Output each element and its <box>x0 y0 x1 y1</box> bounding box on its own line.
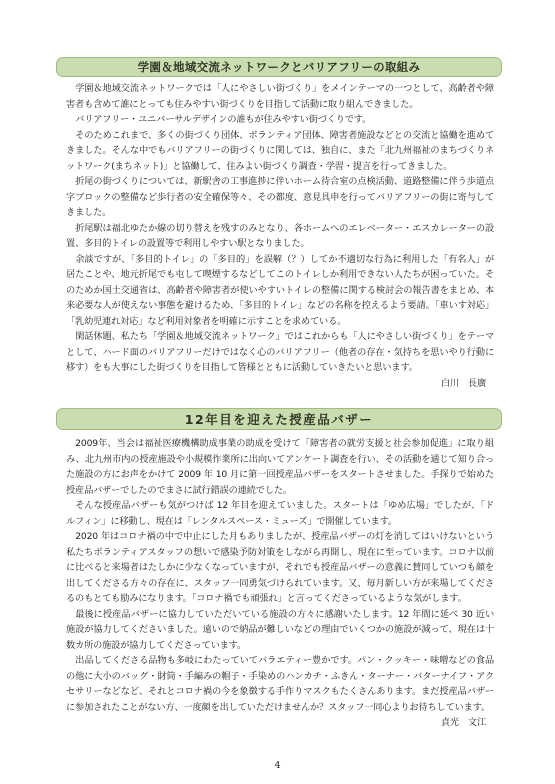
author-signature: 貞光 文江 <box>440 717 486 728</box>
section-title-bazaar: 12年目を迎えた授産品バザー <box>56 408 502 430</box>
paragraph: 学園＆地域交流ネットワークでは「人にやさしい街づくり」をメインテーマの一つとして、高齢者や障害者も含めて誰にとっても住みやすい街づくりを目指して活動に取り組んできました。 <box>66 83 494 110</box>
paragraph: そのためこれまで、多くの街づくり団体、ボランティア団体、障害者施設などとの交流と協働を進めてきました。そんな中でもバリアフリーの街づくりに関しては、独自に、また「北九州福祉のまちづくりネットワーク(まちネット)」と協働して、住みよい街づくり調査・学習・提言を行ってきました。 <box>66 129 494 172</box>
paragraph: 2020 年はコロナ禍の中で中止にした月もありましたが、授産品バザーの灯を消してはいけないという私たちボランティアスタッフの想いで感染予防対策をしながら再開し、現在に至っています。コロナ以前に比べると来場者はたしかに少なくなっていますが、それでも授産品バザーの意義に賛同していつも顔を出してくださる方々の存在に、スタッフ一同勇気づけられています。又、毎月新しい方が来場してくださるのもとても励みになります。「コロナ禍でも頑張れ」と言ってくださっているような気がします。 <box>66 531 494 604</box>
paragraph: 閑話休題、私たち「学園＆地域交流ネットワーク」ではこれからも「人にやさしい街づくり」をテーマとして、ハード面のバリアフリーだけではなく心のバリアフリー（他者の存在・気持ちを思いやり行動に移す）をも大事にした街づくりを目指して皆様とともに活動していきたいと思います。 <box>66 331 494 373</box>
paragraph: 出品してくださる品物も多岐にわたっていてバラエティー豊かです。パン・クッキー・味噌などの食品の他に大小のバッグ・財筒・手編みの帽子・手染めのハンカチ・ふきん・ターナー・バターナイフ・アクセサリーなどなど、それとコロナ禍の今を象徴する手作りマスクもたくさんあります。まだ授産品バザーに参加されたことがない方、一度顔を出していただけませんか？スタッフ一同心よりお待ちしています。 <box>66 655 494 713</box>
paragraph: 折尾駅は福北ゆたか線の切り替えを残すのみとなり、各ホームへのエレベーター・エスカレーターの設置、多目的トイレの設置等で利用しやすい駅となりました。 <box>66 222 494 249</box>
article-bazaar <box>66 436 494 746</box>
signature-row <box>66 715 494 746</box>
paragraph: バリアフリー・ユニバーサルデザインの誰もが住みやすい街づくりです。 <box>75 114 372 125</box>
paragraph: 折尾の街づくりについては、新駅舎の工事進捗に伴いホーム待合室の点検活動、道路整備に伴う歩道点字ブロックの整備など歩行者の安全確保等々、その都度、意見具申を行ってバリアフリーの街に寄与してきました。 <box>66 176 494 218</box>
author-signature: 白川 長廣 <box>440 377 486 389</box>
signature-row <box>66 376 494 407</box>
paragraph: 余談ですが、「多目的トイレ」の「多目的」を誤解（？）してか不適切な行為に利用した「有名人」が居たことや、地元折尾でも屯して喫煙するなどしてこのトイレしか利用できない人たちが困っていた。そのためか国土交通省は、高齢者や障害者が使いやすいトイレの整備に関する検討会の報告書をまとめ、本来必要な人が使えない事態を避けるため、「多目的トイレ」などの名称を控えるよう要請。「車いす対応」「乳幼児連れ対応」など利用対象者を明確に示すことを求めている。 <box>66 253 494 327</box>
paragraph: 2009年、当会は福祉医療機構助成事業の助成を受けて「障害者の就労支援と社会参加促進」に取り組み、北九州市内の授産施設や小規模作業所に出向いてアンケート調査を行い、その活動を通じて知り合った施設の方にお声をかけて 2009 年 10 月に第一回授産品バザーをスタートさせました。手探りで始めた授産品バザーでしたのでまさに試行錯誤の連続でした。 <box>66 438 494 496</box>
paragraph: そんな授産品バザーも気がつけば 12 年目を迎えていました。スタートは「ゆめ広場」でしたが、「ドルフィン」に移動し、現在は「レンタルスペース・ミューズ」で開催しています。 <box>66 500 494 527</box>
article-barrier-free <box>66 81 494 407</box>
page-number: 4 <box>274 760 281 771</box>
section-title-barrier-free: 学園＆地域交流ネットワークとバリアフリーの取組み <box>56 57 502 77</box>
paragraph: 最後に授産品バザーに協力していただいている施設の方々に感謝いたします。12 年間に延べ 30 近い施設が協力してくださいました。遠いので納品が難しいなどの理由でいくつかの施設が減って、現在は十数カ所の施設が協力してくださっています。 <box>66 608 494 651</box>
